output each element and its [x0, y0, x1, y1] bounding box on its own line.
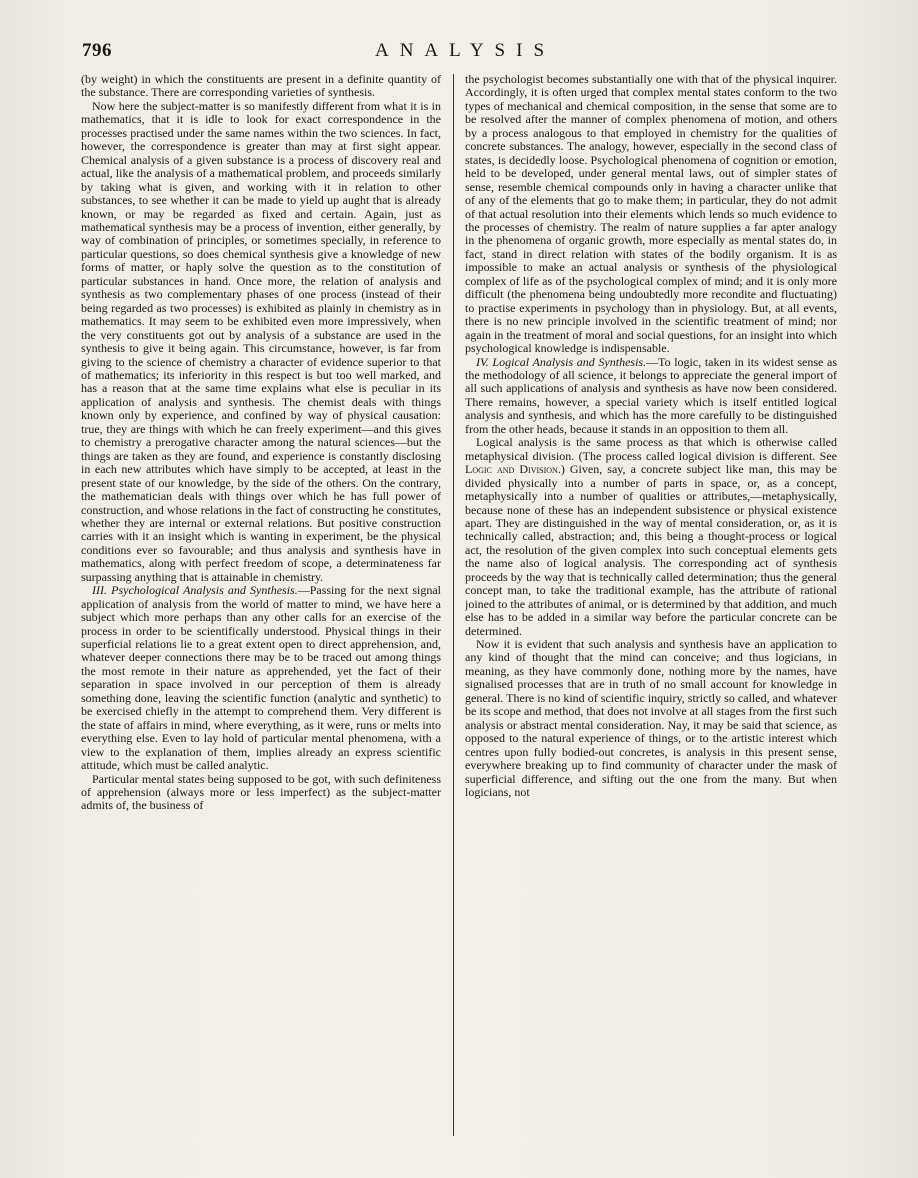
section-paragraph — [465, 356, 837, 437]
paragraph-text: .) Given, say, a concrete subject like man, this may be divided physically into a number of parts in space, or, as a concept, metaphysically into a number of qualities or attributes,—metaphysically, because none of these has an independent subsistence or physical existence apart. They are distinguished in the way of mental consideration, or, as it is technically called, abstraction; and, this being a thought-process or logical act, the resolution of the given complex into such conceptual elements gets the name also of logical analysis. The corresponding act of synthesis proceeds by the way that is technically called determination; thus the general concept man, to take the traditional example, has the attribute of rational joined to the attributes of animal, or is determined by that addition, and much else has to be added in a similar way before the particular concrete can be determined. — [465, 462, 837, 638]
paragraph: Now here the subject-matter is so manifestly different from what it is in mathematics, that it is idle to look for exact correspondence in the processes practised under the same names within the two sciences. In fact, however, the correspondence is greater than may at first sight appear. Chemical analysis of a given substance is a process of discovery real and actual, like the analysis of a mathematical problem, and proceeds similarly by taking what is given, and working with it in relation to other substances, to see whether it can be made to yield up aught that is already known, or may be regarded as fixed and certain. Again, just as mathematical synthesis may be a process of invention, either generally, by way of combination of principles, or sometimes specially, in reference to particular questions, so does chemical synthesis give a knowledge of new forms of matter, or haply solve the question as to the constitution of particular substances in hand. Once more, the relation of analysis and synthesis as two complementary phases of one process (instead of their being regarded as two processes) is exhibited as plainly in chemistry as in mathematics. It may seem to be exhibited even more impressively, when the very constituents got out by analysis of a substance are used in the synthesis to give it being again. This circumstance, however, is far from giving to the science of chemistry a character of evidence superior to that of mathematics; its inferiority in this respect is but too well marked, and has a reason that at the same time explains what else is peculiar in its application of analysis and synthesis. The chemist deals with things known only by experience, and confined by way of physical causation: true, they are things with which he can freely experiment—and this gives to chemistry a prerogative character among the natural sciences—but the things are taken as they are found, and experience is constantly disclosing in each new attributes which have simply to be accepted, at least in the present state of our knowledge, by the side of the others. On the contrary, the mathematician deals with things over which he has full power of construction, and whose relations in the fact of constructing he constitutes, whether they are internal or external relations. But positive construction carries with it an insight which is wanting in experiment, be the physical conditions ever so favourable; and thus analysis and synthesis have in mathematics, along with perfect freedom of scope, a determinateness far surpassing anything that is attainable in chemistry. — [81, 98, 441, 584]
page-header — [82, 40, 888, 70]
section-heading: IV. Logical Analysis and Synthesis. — [476, 354, 647, 369]
paragraph-text: Logical analysis is the same process as that which is otherwise called metaphysical division. (The process called logical division is different. See — [465, 435, 837, 463]
paragraph: Now it is evident that such analysis and synthesis have an application to any kind of thought that the mind can conceive; and thus logicians, in meaning, as they have commonly done, nothing more by the names, have signalised processes that are in truth of no small account for knowledge in general. There is no kind of scientific inquiry, strictly so called, and whatever be its scope and method, that does not involve at all stages from the first such analysis or abstract mental consideration. Nay, it may be said that science, as opposed to the natural experience of things, or to the artistic interest which centres upon fully bodied-out concretes, is analysis in this present sense, everywhere breaking up to find community of character under the mask of superficial difference, and sifting out the one from the many. But when logicians, not — [465, 637, 837, 800]
paragraph-body: —To logic, taken in its widest sense as the methodology of all science, it belongs to appreciate the general import of all such applications of analysis and synthesis as have now been considered. There remains, however, a special variety which is itself entitled logical analysis and synthesis, and which has the more carefully to be distinguished from the other heads, because it stands in an opposition to them all. — [465, 354, 837, 436]
paragraph-body: —Passing for the next signal application of analysis from the world of matter to mind, we have here a subject which more perhaps than any other calls for an exercise of the process in order to be scientifically understood. Physical things in their superficial relations lie to a great extent open to direct apprehension, and, whatever deeper connections there may be to be traced out among things the most remote in their nature as apprehended, yet the fact of their separation in space involved in our perception of them is already something done, leaving the scientific function (analytic and synthetic) to be exercised chiefly in the attempt to comprehend them. Very different is the state of affairs in mind, where everything, as it were, runs or melts into everything else. Even to lay hold of particular mental phenomena, with a view to the explanation of them, implies already an express scientific attitude, which must be called analytic. — [81, 583, 441, 773]
paragraph — [465, 436, 837, 638]
section-heading: III. Psychological Analysis and Synthesis. — [92, 583, 298, 598]
paragraph: Particular mental states being supposed to be got, with such definiteness of apprehension (always more or less imperfect) as the subject-matter admits of, the business of — [81, 771, 441, 813]
column-divider — [453, 74, 454, 1136]
section-paragraph — [81, 584, 441, 772]
left-column — [81, 73, 441, 1141]
page-number: 796 — [82, 40, 112, 61]
right-column — [465, 73, 837, 1141]
cross-reference: Logic and Division — [465, 462, 558, 477]
paragraph: (by weight) in which the constituents are present in a definite quantity of the substance. There are corresponding varieties of synthesis. — [81, 73, 441, 100]
running-title: ANALYSIS — [374, 40, 556, 61]
paragraph: the psychologist becomes substantially one with that of the physical inquirer. Accordingly, it is often urged that complex mental states conform to the two types of mechanical and chemical composition, in the sense that some are to be resolved after the manner of complex phenomena of motion, and others by a process analogous to that employed in chemistry for the qualities of concrete substances. The analogy, however, especially in the second class of states, is decidedly loose. Psychological phenomena of cognition or emotion, held to be developed, under general mental laws, out of simpler states of sense, resemble chemical compounds only in having a character unlike that of any of the elements that go to make them; in particular, they do not admit of that actual resolution into their elements which lends so much evidence to the processes of chemistry. The realm of nature supplies a far apter analogy in the phenomena of organic growth, more especially as mental states do, in fact, stand in direct relation with states of the bodily organism. It is as impossible to make an actual analysis or synthesis of the physiological complex of life as of the psychological complex of mind; and it is only more difficult (the phenomena being undoubtedly more recondite and fluctuating) to practise experiments in psychology than in physiology. But, at all events, there is no new principle involved in the scientific treatment of mind; nor again in the treatment of moral and social questions, for an insight into which psychological knowledge is indispensable. — [465, 73, 837, 356]
